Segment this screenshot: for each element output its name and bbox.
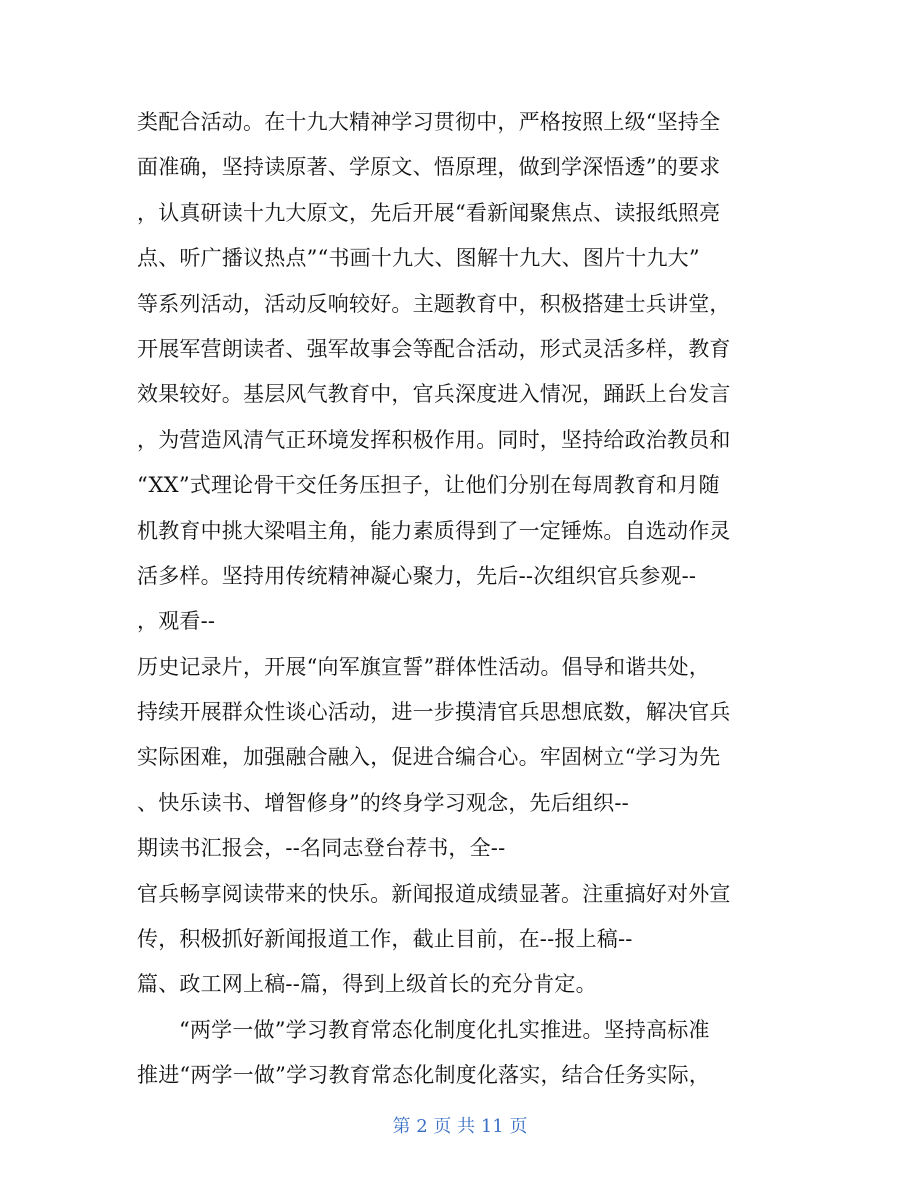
text-line-10: 机教育中挑大梁唱主角，能力素质得到了一定锤炼。自选动作灵: [137, 518, 731, 543]
text-line-5: 等系列活动，活动反响较好。主题教育中，积极搭建士兵讲堂，: [137, 291, 731, 316]
text-line-2: 面准确，坚持读原著、学原文、悟原理，做到学深悟透”的要求: [137, 155, 721, 180]
page-number-footer: 第 2 页 共 11 页: [392, 1116, 528, 1137]
text-line-4: 点、听广播议热点”“书画十九大、图解十九大、图片十九大”: [137, 246, 700, 271]
text-line-16: 、快乐读书、增智修身”的终身学习观念，先后组织--: [137, 790, 629, 815]
text-line-12: ，观看--: [137, 609, 216, 634]
text-line-19: 传，积极抓好新闻报道工作，截止目前，在--报上稿--: [137, 927, 633, 952]
text-line-17: 期读书汇报会，--名同志登台荐书，全--: [137, 836, 506, 861]
text-line-15: 实际困难，加强融合融入，促进合编合心。牢固树立“学习为先: [137, 745, 721, 770]
paragraph-start-line: “两学一做”学习教育常态化制度化扎实推进。坚持高标准: [179, 1017, 710, 1042]
text-line-13: 历史记录片，开展“向军旗宣誓”群体性活动。倡导和谐共处，: [137, 654, 711, 679]
text-line-22: 推进“两学一做”学习教育常态化制度化落实，结合任务实际，: [137, 1063, 711, 1088]
text-line-8: ，为营造风清气正环境发挥积极作用。同时，坚持给政治教员和: [137, 427, 731, 452]
text-line-1: 类配合活动。在十九大精神学习贯彻中，严格按照上级“坚持全: [137, 110, 721, 134]
text-line-7: 效果较好。基层风气教育中，官兵深度进入情况，踊跃上台发言: [137, 382, 731, 407]
text-line-18: 官兵畅享阅读带来的快乐。新闻报道成绩显著。注重搞好对外宣: [137, 881, 731, 906]
text-line-3: ，认真研读十九大原文，先后开展“看新闻聚焦点、读报纸照亮: [137, 200, 721, 225]
body-text: [137, 100, 787, 1099]
text-line-9: “XX”式理论骨干交任务压担子，让他们分别在每周教育和月随: [137, 473, 720, 498]
text-line-14: 持续开展群众性谈心活动，进一步摸清官兵思想底数，解决官兵: [137, 700, 731, 725]
text-line-20: 篇、政工网上稿--篇，得到上级首长的充分肯定。: [137, 972, 597, 997]
text-line-11: 活多样。坚持用传统精神凝心聚力，先后--次组织官兵参观--: [137, 563, 697, 588]
text-line-6: 开展军营朗读者、强军故事会等配合活动，形式灵活多样，教育: [137, 336, 731, 361]
